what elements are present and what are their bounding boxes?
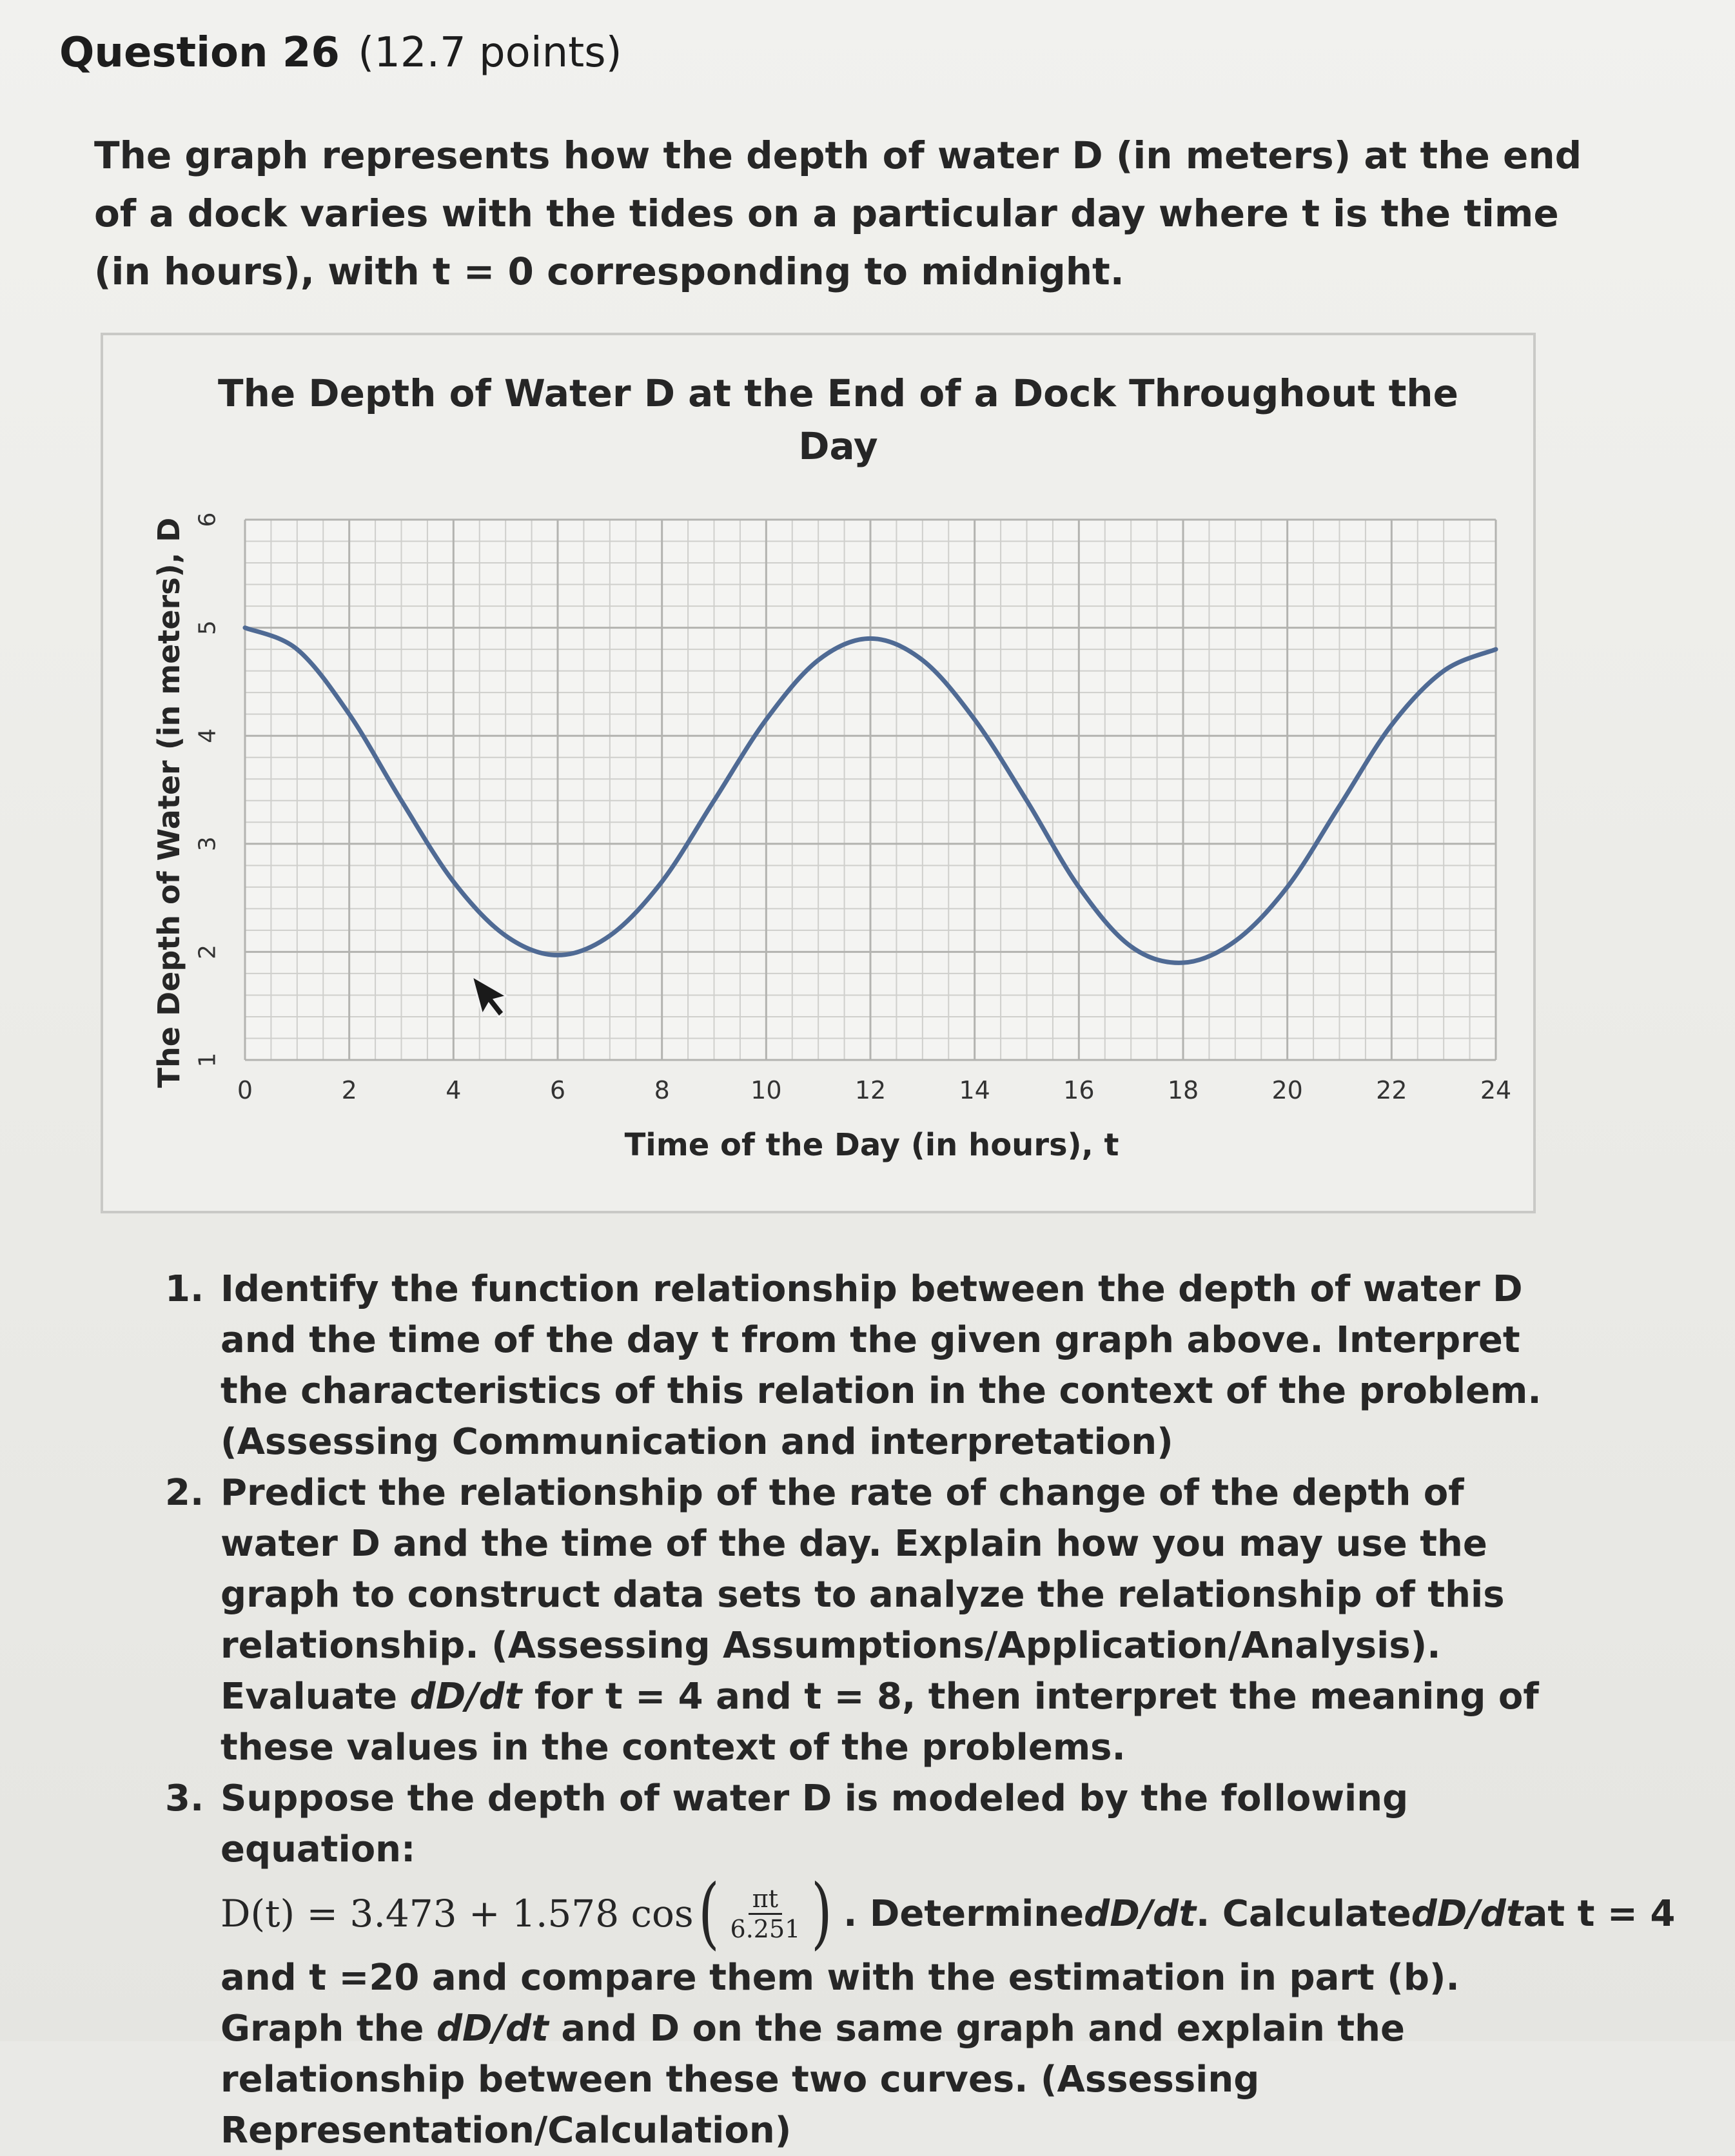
x-tick-label: 4 xyxy=(446,1076,462,1104)
y-tick-label: 3 xyxy=(194,836,221,852)
derivative-term: dD/dt xyxy=(436,2008,549,2050)
question-text: and t =20 and compare them with the estimation in part (b). Graph the xyxy=(221,1957,1460,2050)
equation-line xyxy=(221,1868,1676,1958)
y-tick-label: 6 xyxy=(194,512,221,527)
question-item-1 xyxy=(165,1264,1571,1467)
x-tick-label: 18 xyxy=(1167,1076,1199,1104)
x-tick-label: 8 xyxy=(654,1076,670,1104)
chart-y-axis-label: The Depth of Water (in meters), D xyxy=(152,517,186,1088)
x-tick-label: 24 xyxy=(1480,1076,1512,1104)
y-tick-label: 1 xyxy=(194,1052,221,1068)
y-tick-label: 5 xyxy=(194,620,221,636)
derivative-term: dD/dt xyxy=(1084,1892,1197,1935)
x-tick-label: 10 xyxy=(750,1076,782,1104)
question-text: and D on the same graph and explain the relationship between these two curves. (Assessing Representation/Calculation) xyxy=(221,2008,1405,2151)
question-text: at t = 4 xyxy=(1523,1892,1676,1935)
depth-chart xyxy=(103,335,1533,1211)
question-number: 3. xyxy=(165,1778,204,1819)
question-item-2 xyxy=(165,1467,1571,1773)
x-tick-label: 20 xyxy=(1271,1076,1303,1104)
equation-lhs: D(t) = 3.473 + 1.578 cos xyxy=(221,1891,694,1936)
derivative-term: dD/dt xyxy=(1411,1892,1524,1935)
x-tick-label: 2 xyxy=(341,1076,357,1104)
question-list xyxy=(165,1264,1676,2156)
y-tick-label: 2 xyxy=(194,944,221,959)
depth-equation xyxy=(221,1868,837,1958)
y-tick-label: 4 xyxy=(194,728,221,743)
question-item-3 xyxy=(165,1773,1676,2156)
chart-title-line2: Day xyxy=(798,424,878,468)
x-tick-label: 16 xyxy=(1063,1076,1095,1104)
x-tick-label: 14 xyxy=(959,1076,990,1104)
question-intro: The graph represents how the depth of water D (in meters) at the end of a dock varies with the tides on a particular day where t is the time (in hours), with t = 0 corresponding to midnight. xyxy=(94,133,1582,293)
x-tick-label: 12 xyxy=(854,1076,887,1104)
question-title: Question 26 xyxy=(59,29,340,77)
left-paren: ( xyxy=(698,1868,720,1958)
fraction-numerator: πt xyxy=(749,1885,782,1915)
question-text: Suppose the depth of water D is modeled by the following equation: xyxy=(221,1778,1409,1870)
x-tick-label: 22 xyxy=(1376,1076,1407,1104)
equation-fraction xyxy=(727,1885,805,1943)
right-paren: ) xyxy=(811,1868,833,1958)
chart-grid xyxy=(245,520,1496,1060)
question-header xyxy=(59,28,622,77)
question-text: for t = 4 and t = 8, then interpret the meaning of these values in the context of the problems. xyxy=(221,1676,1539,1769)
fraction-denominator: 6.251 xyxy=(730,1914,801,1943)
chart-title-line1: The Depth of Water D at the End of a Dock Throughout the xyxy=(218,371,1458,415)
question-text: Predict the relationship of the rate of change of the depth of water D and the time of the day. Explain how you may use the graph to construct data sets to analyze the relationship of this relationship. (Assessing Assumptions/Application/Analysis). Evaluate xyxy=(221,1472,1505,1718)
chart-panel xyxy=(101,333,1536,1213)
x-tick-label: 0 xyxy=(237,1076,253,1104)
question-text: . Calculate xyxy=(1196,1892,1411,1935)
x-tick-label: 6 xyxy=(549,1076,566,1104)
derivative-term: dD/dt xyxy=(409,1676,522,1718)
question-number: 1. xyxy=(165,1268,204,1310)
question-text: Identify the function relationship between the depth of water D and the time of the day t from the given graph above. Interpret the characteristics of this relation in the context of the problem. (Assessing Communication and interpretation) xyxy=(221,1268,1542,1463)
question-number: 2. xyxy=(165,1472,204,1514)
question-points: (12.7 points) xyxy=(358,29,622,77)
question-text: . Determine xyxy=(843,1892,1084,1935)
chart-x-axis-label: Time of the Day (in hours), t xyxy=(624,1127,1119,1163)
